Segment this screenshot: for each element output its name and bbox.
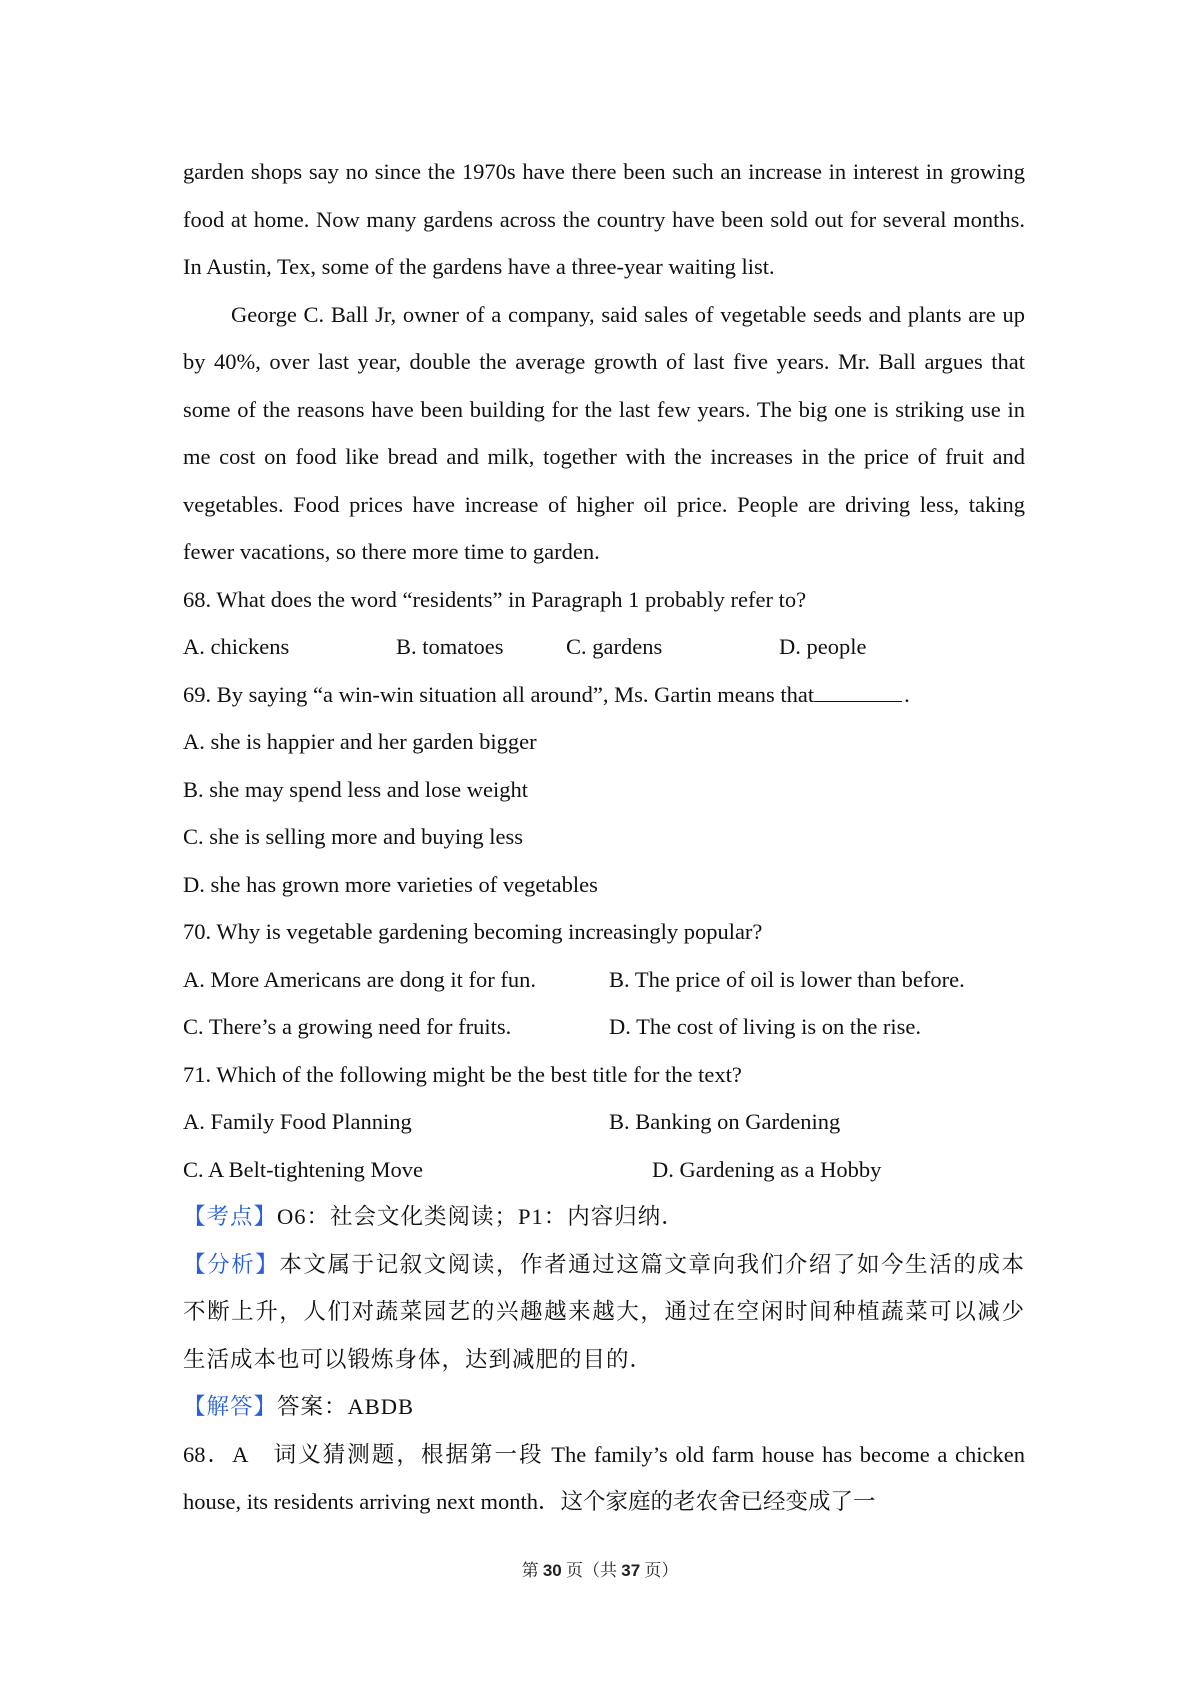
footer-suffix: 页） — [640, 1561, 679, 1580]
question-70-options-row-1 — [183, 956, 1025, 1004]
question-71-stem: 71. Which of the following might be the best title for the text? — [183, 1061, 742, 1087]
option-69-c: C. she is selling more and buying less — [183, 824, 523, 849]
fenxi-text: 本文属于记叙文阅读，作者通过这篇文章向我们介绍了如今生活的成本不断上升，人们对蔬菜园艺的兴趣越来越大，通过在空闲时间种植蔬菜可以减少生活成本也可以锻炼身体，达到减肥的目的． — [183, 1251, 1025, 1372]
kaodian-label: 【考点】 — [183, 1204, 278, 1229]
question-68-options — [183, 623, 1025, 671]
option-71-b: B. Banking on Gardening — [609, 1109, 841, 1134]
question-68-stem: 68. What does the word “residents” in Paragraph 1 probably refer to? — [183, 586, 807, 612]
passage-paragraph-2: George C. Ball Jr, owner of a company, said sales of vegetable seeds and plants are up by 40%, over last year, double the average growth of last five years. Mr. Ball argues that some of the reasons have been building for the last few years. The big one is striking use in me cost on food like bread and milk, together with the increases in the price of fruit and vegetables. Food prices have increase of higher oil price. People are driving less, taking fewer vacations, so there more time to garden. — [183, 301, 1025, 564]
question-70-stem: 70. Why is vegetable gardening becoming increasingly popular? — [183, 919, 763, 944]
page-content — [183, 148, 1025, 1526]
fenxi-label: 【分析】 — [183, 1251, 280, 1277]
passage-paragraph-continued: garden shops say no since the 1970s have there been such an increase in interest in growing food at home. Now many gardens across the country have been sold out for several months. In Austin, Tex, some of the gardens have a three-year waiting list. — [183, 159, 1025, 279]
footer-total-pages: 37 — [621, 1561, 641, 1580]
option-70-d: D. The cost of living is on the rise. — [609, 1014, 922, 1039]
jieda-label: 【解答】 — [183, 1394, 278, 1419]
option-69-d: D. she has grown more varieties of vegetables — [183, 871, 598, 897]
question-69-stem-line — [183, 671, 1025, 719]
option-70-c: C. There’s a growing need for fruits. — [183, 1014, 512, 1039]
question-70-options-row-2 — [183, 1003, 1025, 1051]
option-68-a: A. chickens — [183, 634, 290, 659]
analysis-jieda — [183, 1383, 1025, 1431]
option-70-b: B. The price of oil is lower than before. — [609, 966, 965, 992]
question-69-stem: 69. By saying “a win-win situation all around”, Ms. Gartin means that — [183, 681, 815, 707]
option-70-a: A. More Americans are dong it for fun. — [183, 966, 537, 992]
option-71-a: A. Family Food Planning — [183, 1109, 412, 1134]
answer-blank — [814, 671, 902, 702]
page-footer — [0, 1556, 1200, 1581]
analysis-kaodian — [183, 1193, 1025, 1241]
jieda-text: 答案：ABDB — [277, 1394, 415, 1419]
footer-page-number: 30 — [542, 1561, 562, 1580]
question-71-options-row-2 — [183, 1146, 1025, 1194]
question-69-stem-end: . — [904, 681, 910, 707]
option-71-c: C. A Belt-tightening Move — [183, 1156, 423, 1182]
option-68-b: B. tomatoes — [396, 634, 504, 659]
option-69-b: B. she may spend less and lose weight — [183, 776, 528, 802]
analysis-fenxi — [183, 1241, 1025, 1384]
option-69-a: A. she is happier and her garden bigger — [183, 729, 537, 754]
footer-middle: 页（共 — [561, 1561, 622, 1580]
question-71-options-row-1 — [183, 1098, 1025, 1146]
explanation-68: 68．A 词义猜测题，根据第一段 The family’s old farm house has become a chicken house, its residents arriving next month．这个家庭的老农舍已经变成了一 — [183, 1441, 1025, 1514]
kaodian-text: O6：社会文化类阅读；P1：内容归纳． — [277, 1204, 685, 1229]
option-68-c: C. gardens — [566, 634, 663, 659]
footer-prefix: 第 — [521, 1561, 543, 1580]
option-71-d: D. Gardening as a Hobby — [652, 1156, 882, 1182]
option-68-d: D. people — [779, 634, 867, 659]
